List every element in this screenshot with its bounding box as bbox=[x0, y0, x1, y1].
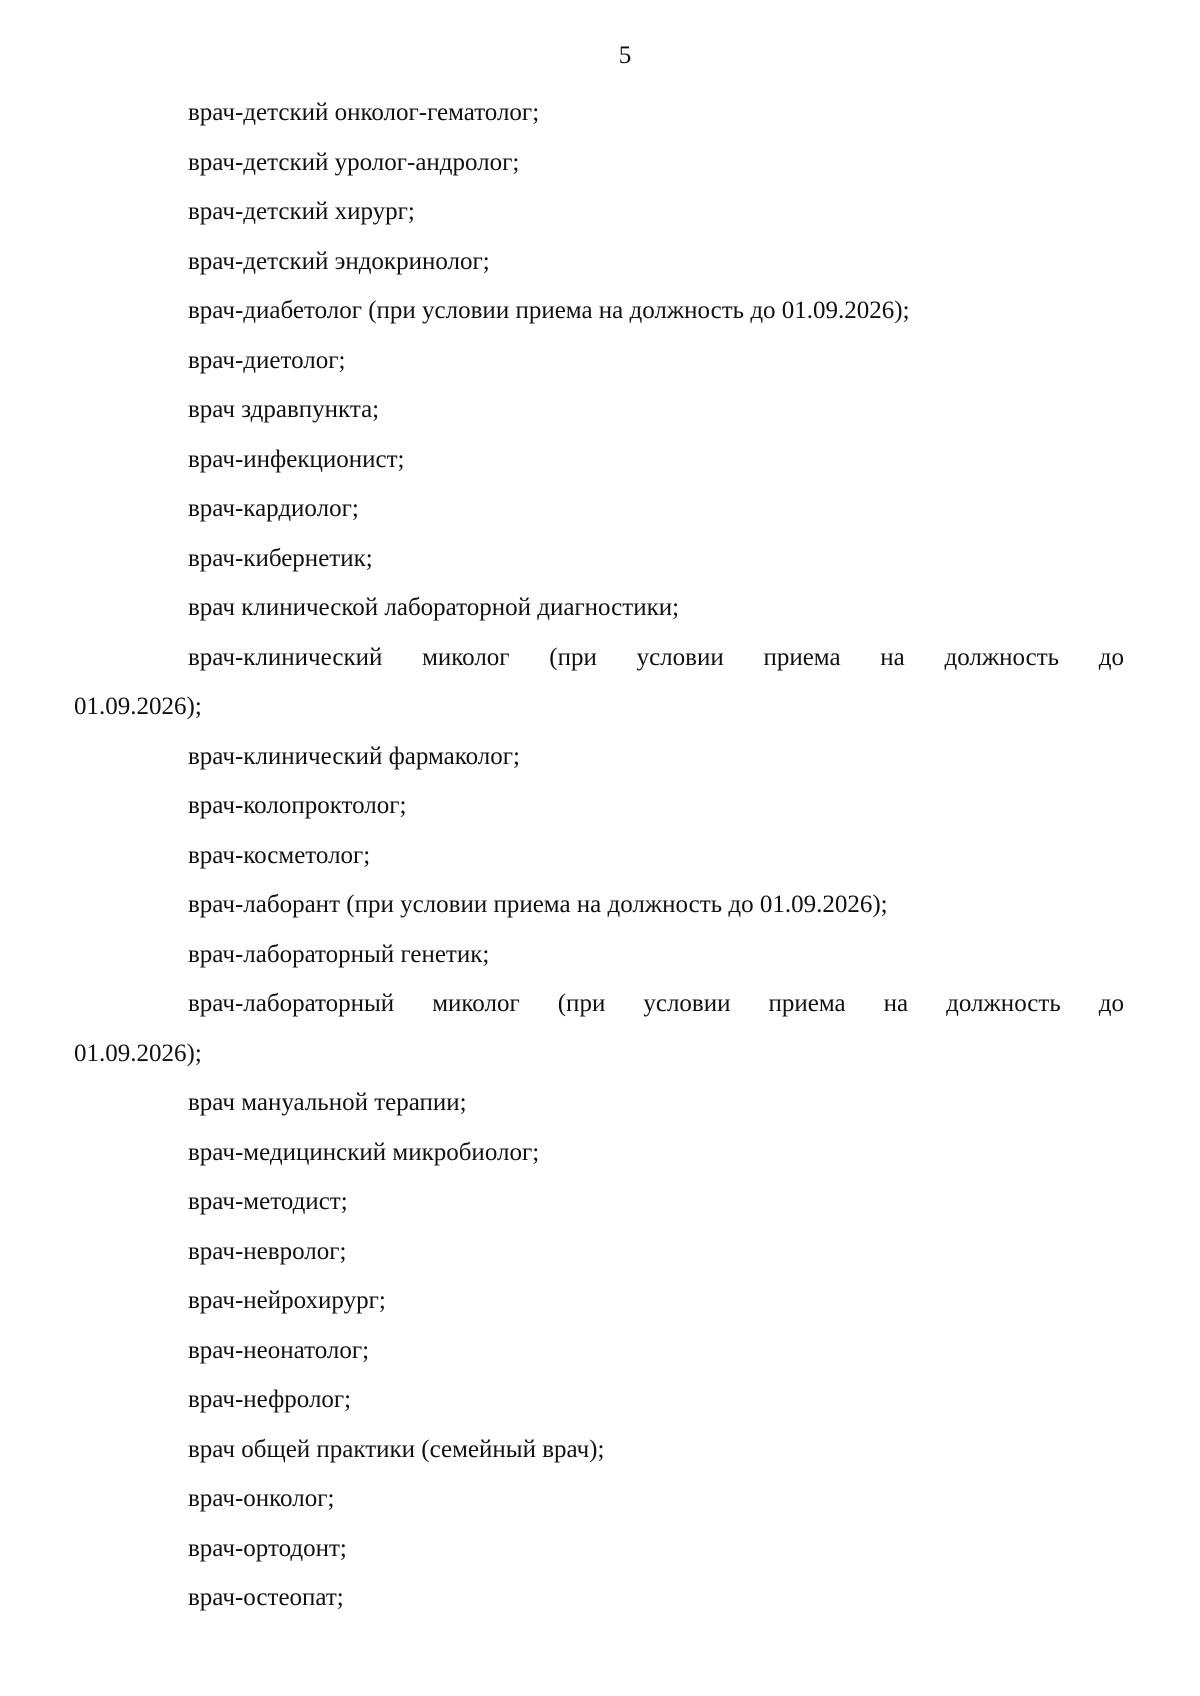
list-item-text: врач-лабораторный миколог (при условии приема на должность до bbox=[188, 990, 1124, 1017]
list-item: врач-детский эндокринолог; bbox=[188, 247, 490, 275]
list-item: врач-нефролог; bbox=[188, 1386, 352, 1413]
list-item: врач-детский онколог-гематолог; bbox=[188, 99, 540, 126]
list-item: врач-неонатолог; bbox=[188, 1336, 370, 1364]
list-item: врач-онколог; bbox=[188, 1485, 335, 1512]
list-item bbox=[74, 979, 1124, 1078]
list-item: врач-кибернетик; bbox=[188, 544, 373, 572]
list-item: врач-лабораторный генетик; bbox=[188, 940, 490, 968]
list-item: врач-остеопат; bbox=[188, 1584, 344, 1611]
list-item: врач-методист; bbox=[188, 1188, 348, 1215]
list-item bbox=[74, 633, 1124, 732]
list-item: врач-медицинский микробиолог; bbox=[188, 1138, 540, 1166]
list-item: врач-диабетолог (при условии приема на должность до 01.09.2026); bbox=[188, 297, 910, 324]
list-item: врач-инфекционист; bbox=[188, 445, 405, 473]
list-item: врач-диетолог; bbox=[188, 346, 346, 374]
list-item: врач-детский хирург; bbox=[188, 198, 415, 225]
list-item-text: врач-клинический миколог (при условии приема на должность до bbox=[188, 643, 1124, 671]
list-item: врач-лаборант (при условии приема на должность до 01.09.2026); bbox=[188, 891, 888, 918]
list-item: врач-невролог; bbox=[188, 1237, 347, 1265]
list-item: врач здравпункта; bbox=[188, 396, 380, 423]
list-item: врач-клинический фармаколог; bbox=[188, 742, 520, 770]
list-item: врач общей практики (семейный врач); bbox=[188, 1435, 605, 1463]
list-item: врач-косметолог; bbox=[188, 841, 371, 869]
list-item: врач мануальной терапии; bbox=[188, 1089, 467, 1116]
position-list bbox=[74, 88, 1124, 1623]
list-item-continuation: 01.09.2026); bbox=[74, 1039, 202, 1067]
page-number: 5 bbox=[618, 42, 632, 69]
list-item: врач-кардиолог; bbox=[188, 495, 359, 522]
list-item: врач клинической лабораторной диагностики; bbox=[188, 594, 680, 621]
list-item: врач-детский уролог-андролог; bbox=[188, 148, 520, 176]
list-item: врач-ортодонт; bbox=[188, 1534, 347, 1562]
list-item: врач-колопроктолог; bbox=[188, 792, 407, 819]
list-item-continuation: 01.09.2026); bbox=[74, 693, 202, 720]
list-item: врач-нейрохирург; bbox=[188, 1287, 386, 1314]
